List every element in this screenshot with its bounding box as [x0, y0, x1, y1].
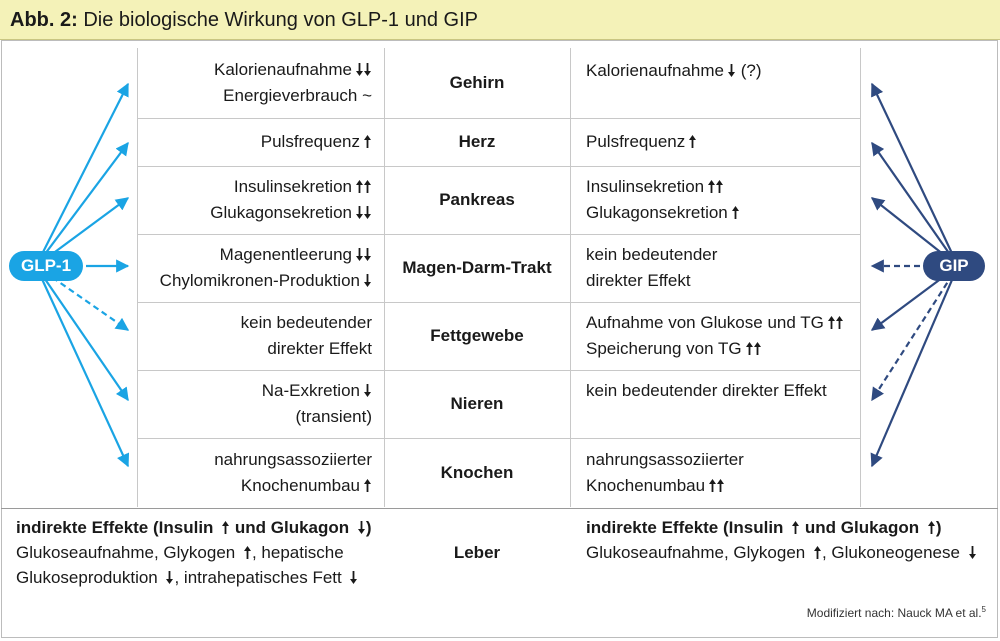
right-effect-line: nahrungsassoziierter — [586, 449, 744, 469]
liver-glp1-line-2: Glukoseproduktion , intrahepatisches Fett — [16, 565, 396, 590]
right-effect-line: Knochenumbau — [586, 473, 725, 499]
organ-name: Pankreas — [439, 190, 515, 209]
left-effect-line: nahrungsassoziierter — [214, 449, 372, 469]
left-effect-line: Kalorienaufnahme — [214, 57, 372, 83]
left-effect-line: kein bedeutender — [240, 313, 372, 332]
left-effect-line: Pulsfrequenz — [261, 129, 372, 155]
organ-name: Magen-Darm-Trakt — [402, 258, 552, 277]
liver-gip-effects — [586, 515, 986, 565]
glp1-arrow-solid — [36, 84, 128, 266]
left-effect-line: Knochenumbau — [241, 473, 372, 499]
liver-glp1-line-1: Glukoseaufnahme, Glykogen , hepatische — [16, 543, 344, 562]
liver-glp1-heading: indirekte Effekte (Insulin und Glukagon ) — [16, 518, 372, 537]
gip-arrow-solid — [872, 84, 958, 266]
right-effect-line: Kalorienaufnahme (?) — [586, 61, 762, 80]
gip-arrow-dashed — [872, 266, 958, 400]
organ-name: Herz — [458, 132, 496, 151]
figure-title: Die biologische Wirkung von GLP-1 und GIP — [83, 9, 478, 31]
organ-name: Nieren — [450, 394, 504, 413]
right-effect-line: Speicherung von TG — [586, 336, 762, 362]
liver-separator — [1, 508, 998, 509]
organ-name: Gehirn — [449, 73, 505, 92]
liver-glp1-effects — [16, 515, 396, 590]
glp1-arrow-solid — [36, 266, 128, 400]
left-effect-line: Chylomikronen-Produktion — [160, 268, 372, 294]
organ-name: Knochen — [440, 462, 514, 482]
right-effect-line: Pulsfrequenz — [586, 129, 697, 155]
gip-arrow-solid — [872, 143, 958, 266]
figure-label: Abb. 2: — [10, 9, 78, 31]
left-effect-line: (transient) — [295, 407, 372, 426]
left-effect-line: direkter Effekt — [267, 339, 372, 358]
right-effect-line: direkter Effekt — [586, 271, 691, 290]
glp1-hormone-badge: GLP-1 — [9, 251, 83, 281]
right-effect-line: Glukagonsekretion — [586, 200, 740, 226]
right-effect-line: kein bedeutender direkter Effekt — [586, 381, 827, 400]
source-citation: Modifiziert nach: Nauck MA et al.$^5$ — [806, 605, 986, 620]
right-effect-line: Aufnahme von Glukose und TG — [586, 310, 844, 336]
left-effect-line: Energieverbrauch ~ — [223, 86, 372, 105]
left-effect-line: Na-Exkretion — [262, 378, 372, 404]
liver-gip-line-1: Glukoseaufnahme, Glykogen , Glukoneogenese — [586, 540, 986, 565]
left-effect-line: Glukagonsekretion — [210, 200, 372, 226]
right-effect-line: kein bedeutender — [586, 245, 718, 264]
glp1-arrow-solid — [36, 266, 128, 466]
right-effect-line: Insulinsekretion — [586, 174, 724, 200]
organ-name: Fettgewebe — [430, 326, 524, 345]
gip-arrow-solid — [872, 266, 958, 466]
left-effect-line: Magenentleerung — [220, 242, 372, 268]
left-effect-line: Insulinsekretion — [234, 174, 372, 200]
organ-liver: Leber — [453, 543, 501, 562]
glp1-arrow-solid — [36, 143, 128, 266]
gip-hormone-badge: GIP — [923, 251, 985, 281]
liver-gip-heading: indirekte Effekte (Insulin und Glukagon ) — [586, 518, 942, 537]
